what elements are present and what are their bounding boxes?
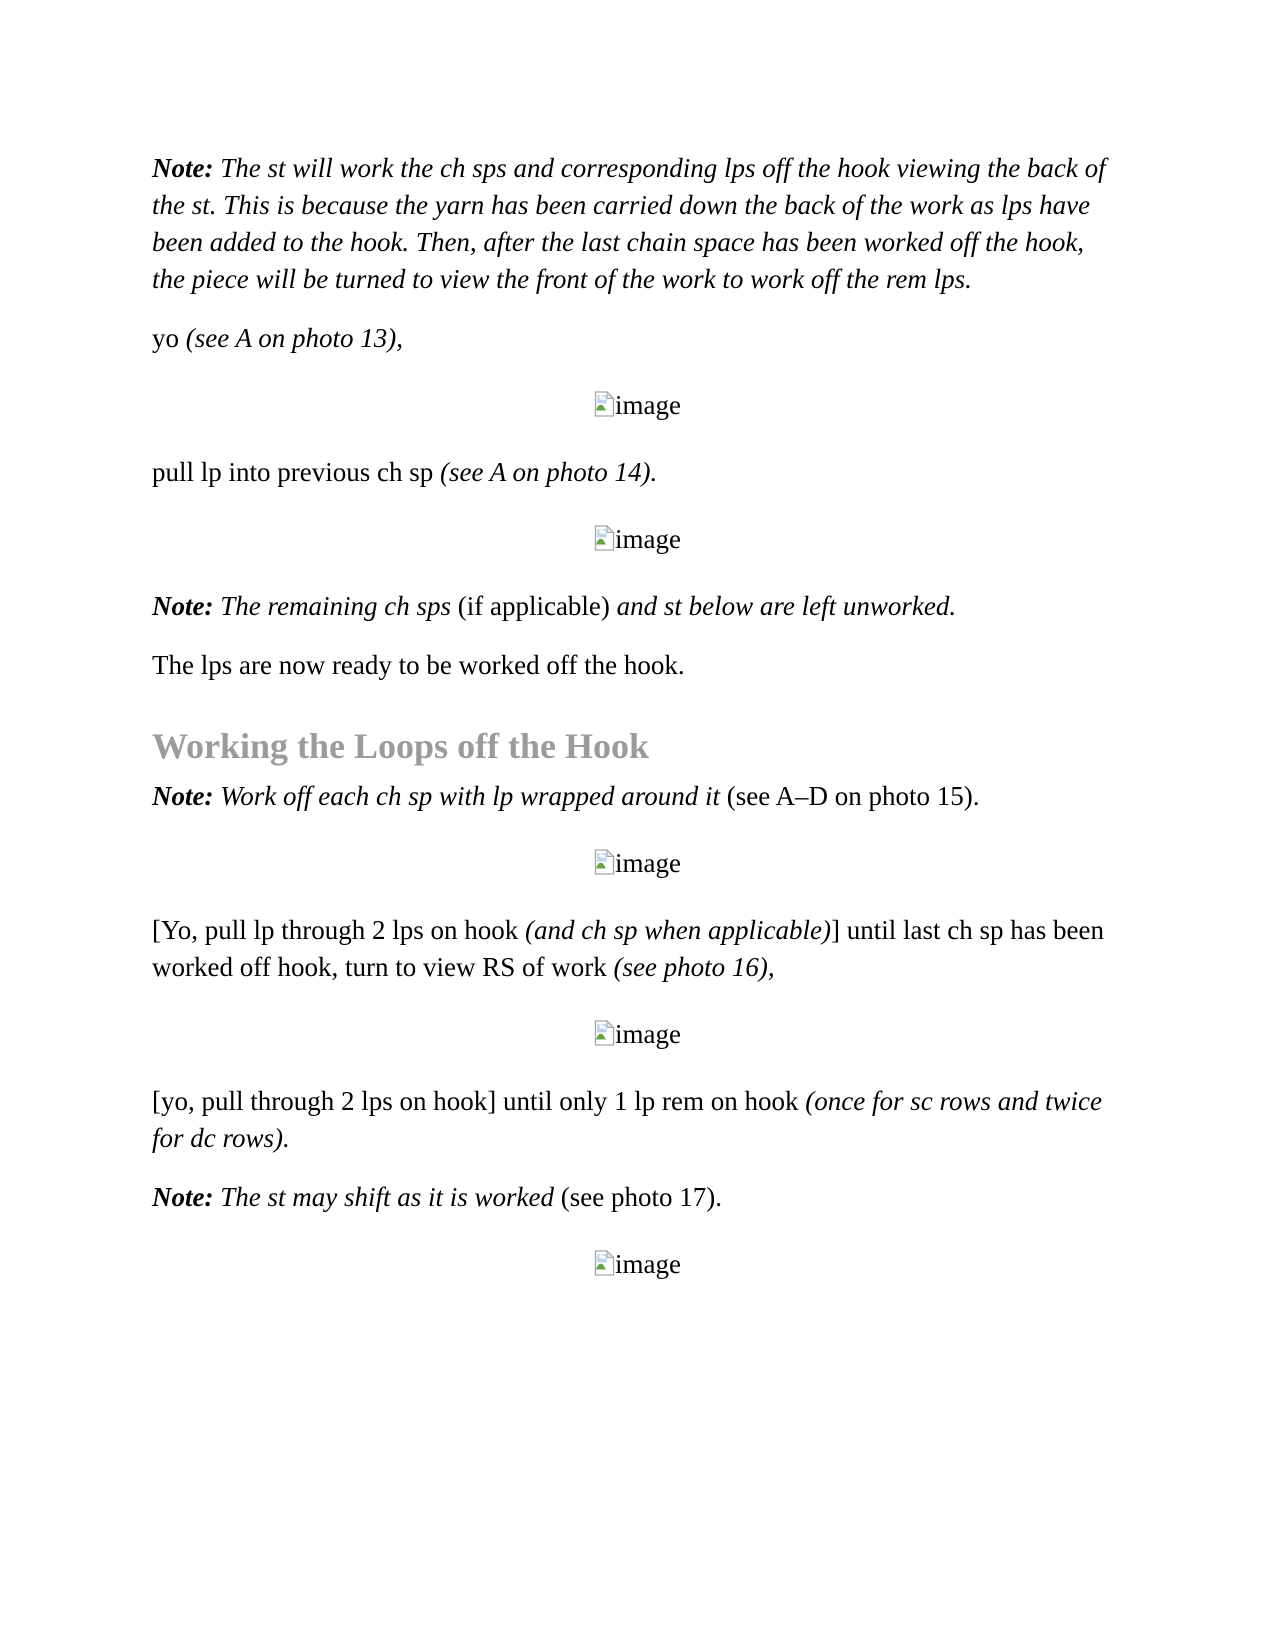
note-text-roman: (if applicable) xyxy=(457,591,617,621)
note-label: Note: xyxy=(152,781,214,811)
broken-image-icon xyxy=(594,1020,615,1046)
paragraph-step-work-off-loops xyxy=(152,912,1123,986)
image-placeholder xyxy=(152,845,1123,882)
step-text-italic: (and ch sp when applicable) xyxy=(525,915,831,945)
broken-image-icon xyxy=(594,849,615,875)
note-text: The st may shift as it is worked xyxy=(213,1182,561,1212)
photo-reference: (see A on photo 14). xyxy=(439,457,658,487)
image-placeholder xyxy=(152,521,1123,558)
paragraph-note-st-shift xyxy=(152,1179,1123,1216)
image-placeholder xyxy=(152,387,1123,424)
image-alt-text: image xyxy=(615,390,681,420)
photo-reference: (see A–D on photo 15). xyxy=(726,781,980,811)
image-placeholder xyxy=(152,1016,1123,1053)
note-text: Work off each ch sp with lp wrapped around it xyxy=(213,781,727,811)
photo-reference: (see photo 16), xyxy=(613,952,775,982)
step-text-italic: (once for sc rows and twice for dc rows). xyxy=(152,1086,1102,1153)
step-text: ] until last ch sp has been worked off hook, turn to view RS of work xyxy=(152,915,1104,982)
broken-image-icon xyxy=(594,525,615,551)
note-label: Note: xyxy=(152,153,214,183)
step-text: [Yo, pull lp through 2 lps on hook xyxy=(152,915,526,945)
step-text: pull lp into previous ch sp xyxy=(152,457,440,487)
paragraph-lps-ready xyxy=(152,647,1123,684)
note-text: The remaining ch sps xyxy=(213,591,458,621)
paragraph-note-remaining xyxy=(152,588,1123,625)
paragraph-step-until-one-lp xyxy=(152,1083,1123,1157)
note-text: The st will work the ch sps and corresponding lps off the hook viewing the back of the st. This is because the yarn has been carried down the back of the work as lps have been added to the hook. Then, after the last chain space has been worked off the hook, the piece will be turned to view the front of the work to work off the rem lps. xyxy=(152,153,1106,294)
note-label: Note: xyxy=(152,1182,214,1212)
step-text: yo xyxy=(152,323,186,353)
image-alt-text: image xyxy=(615,524,681,554)
paragraph-note-intro xyxy=(152,150,1123,298)
image-alt-text: image xyxy=(615,848,681,878)
paragraph-step-pull-lp xyxy=(152,454,1123,491)
photo-reference: (see A on photo 13), xyxy=(185,323,403,353)
broken-image-icon xyxy=(594,391,615,417)
broken-image-icon xyxy=(594,1250,615,1276)
image-alt-text: image xyxy=(615,1019,681,1049)
paragraph-step-yo xyxy=(152,320,1123,357)
image-alt-text: image xyxy=(615,1249,681,1279)
note-text: and st below are left unworked. xyxy=(616,591,957,621)
step-text: [yo, pull through 2 lps on hook] until only 1 lp rem on hook xyxy=(152,1086,806,1116)
note-label: Note: xyxy=(152,591,214,621)
section-heading: Working the Loops off the Hook xyxy=(152,726,650,766)
body-text: The lps are now ready to be worked off the hook. xyxy=(152,650,685,680)
photo-reference: (see photo 17). xyxy=(560,1182,722,1212)
paragraph-note-work-off xyxy=(152,778,1123,815)
image-placeholder xyxy=(152,1246,1123,1283)
